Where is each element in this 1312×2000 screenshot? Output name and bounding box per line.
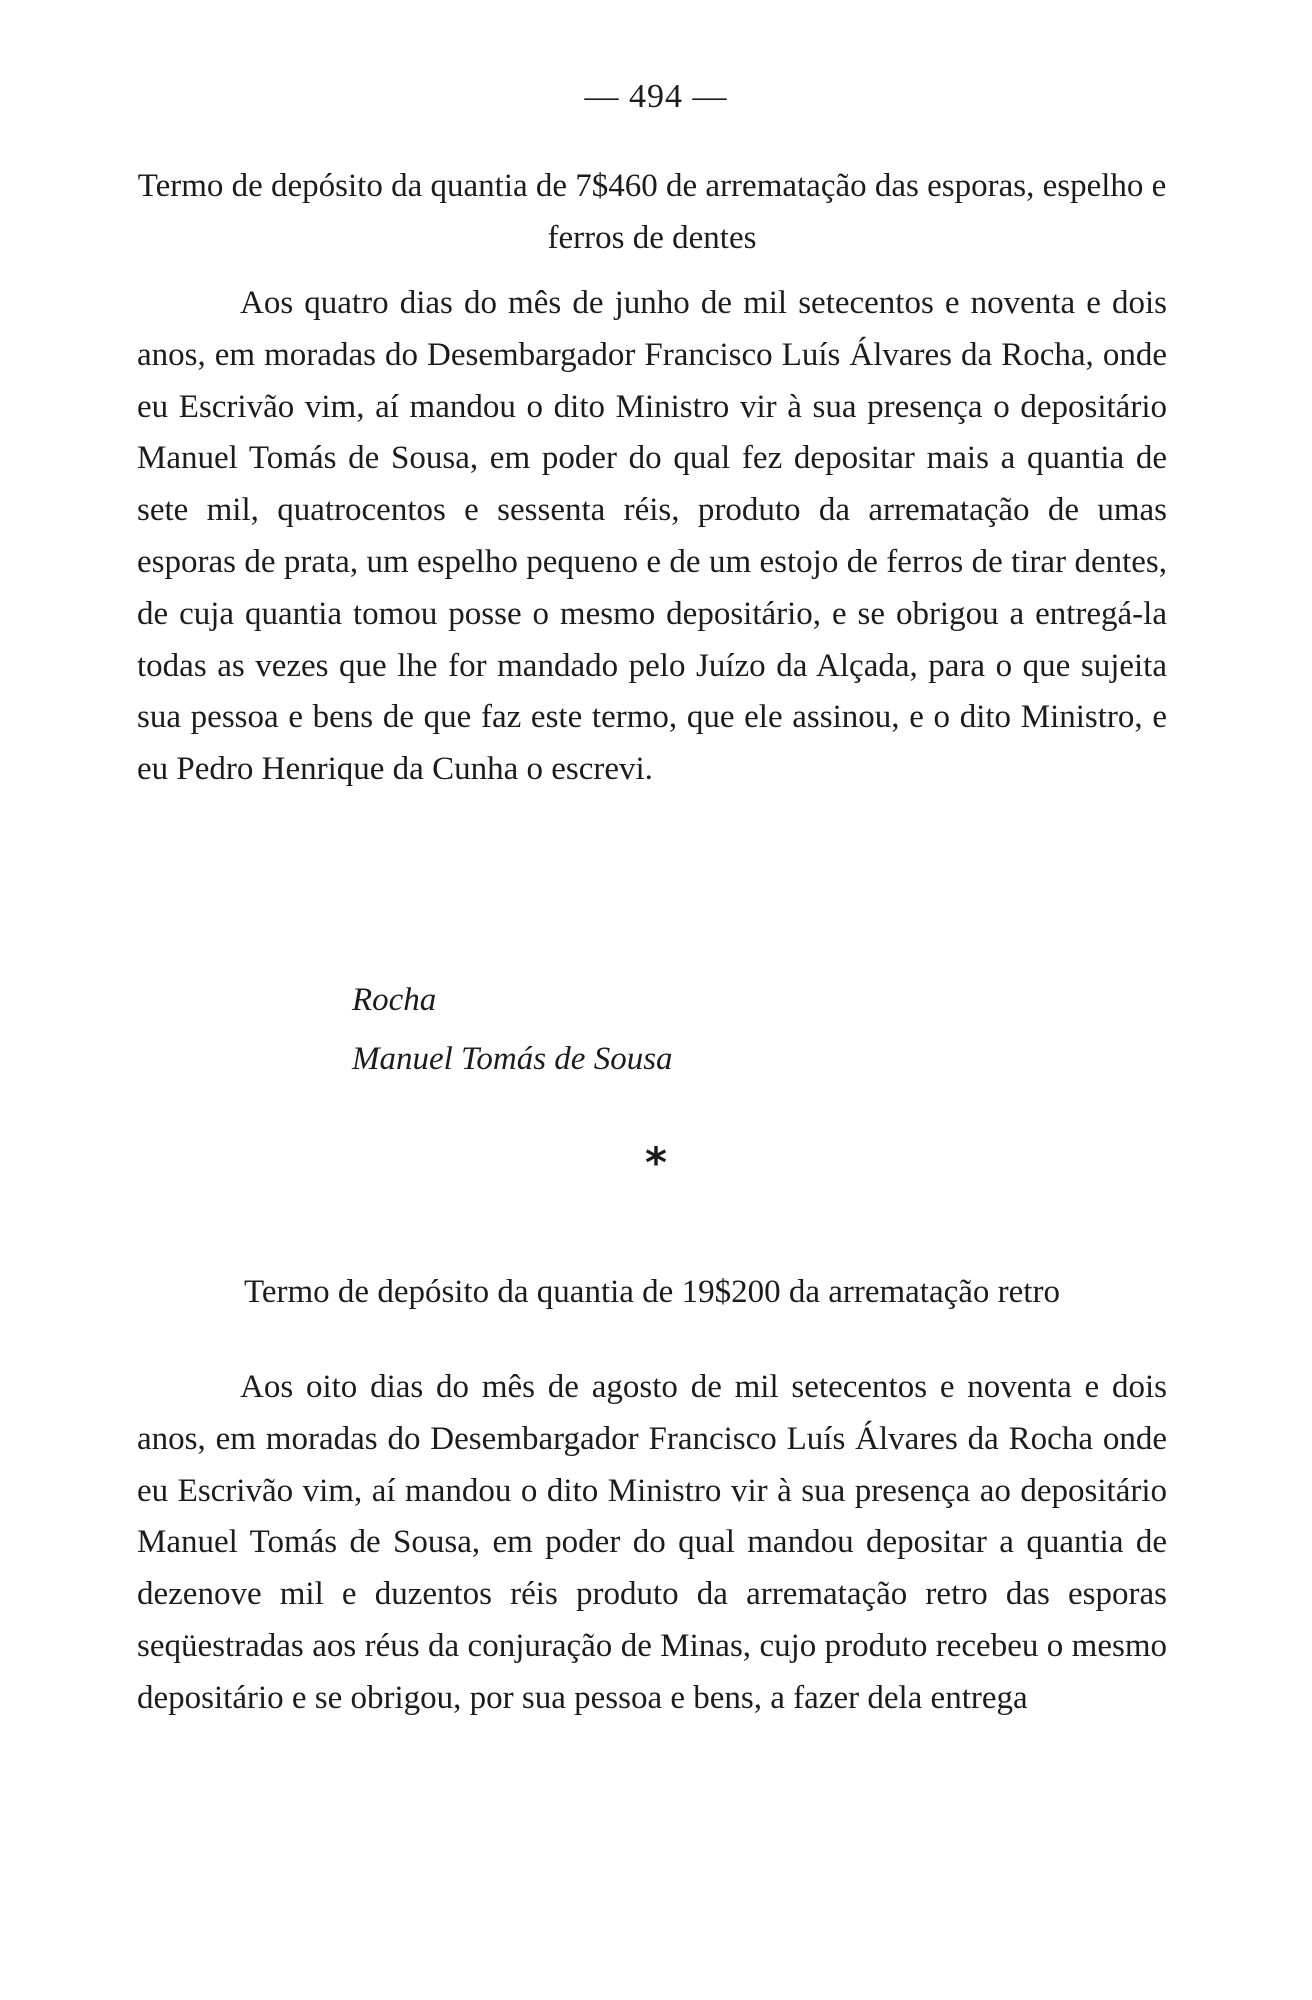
signature-manuel-tomas-de-sousa: Manuel Tomás de Sousa: [352, 1041, 673, 1077]
page-number: — 494 —: [584, 78, 728, 115]
signature-rocha: Rocha: [352, 982, 437, 1018]
section2-body: Aos oito dias do mês de agosto de mil setecentos e noventa e dois anos, em moradas do Desembargador Francisco Luís Álvares da Rocha onde eu Escrivão vim, aí mandou o dito Ministro vir à sua presença ao depositário Manuel Tomás de Sousa, em poder do qual mandou depositar a quantia de dezenove mil e duzentos réis produto da arrematação retro das esporas seqüestradas aos réus da conjuração de Minas, cujo produto recebeu o mesmo depositário e se obrigou, por sua pessoa e bens, a fazer dela entrega: [137, 1369, 1167, 1716]
asterisk-separator: *: [645, 1138, 667, 1187]
section1-title: Termo de depósito da quantia de 7$460 de arrematação das esporas, espelho e ferros de dentes: [137, 168, 1167, 256]
section2-title: Termo de depósito da quantia de 19$200 da arrematação retro: [244, 1274, 1060, 1310]
section1-body: Aos quatro dias do mês de junho de mil setecentos e noventa e dois anos, em moradas do Desembargador Francisco Luís Álvares da Rocha, onde eu Escrivão vim, aí mandou o dito Ministro vir à sua presença o depositário Manuel Tomás de Sousa, em poder do qual fez depositar mais a quantia de sete mil, quatrocentos e sessenta réis, produto da arrematação de umas esporas de prata, um espelho pequeno e de um estojo de ferros de tirar dentes, de cuja quantia tomou posse o mesmo depositário, e se obrigou a entregá-la todas as vezes que lhe for mandado pelo Juízo da Alçada, para o que sujeita sua pessoa e bens de que faz este termo, que ele assinou, e o dito Ministro, e eu Pedro Henrique da Cunha o escrevi.: [137, 285, 1167, 788]
